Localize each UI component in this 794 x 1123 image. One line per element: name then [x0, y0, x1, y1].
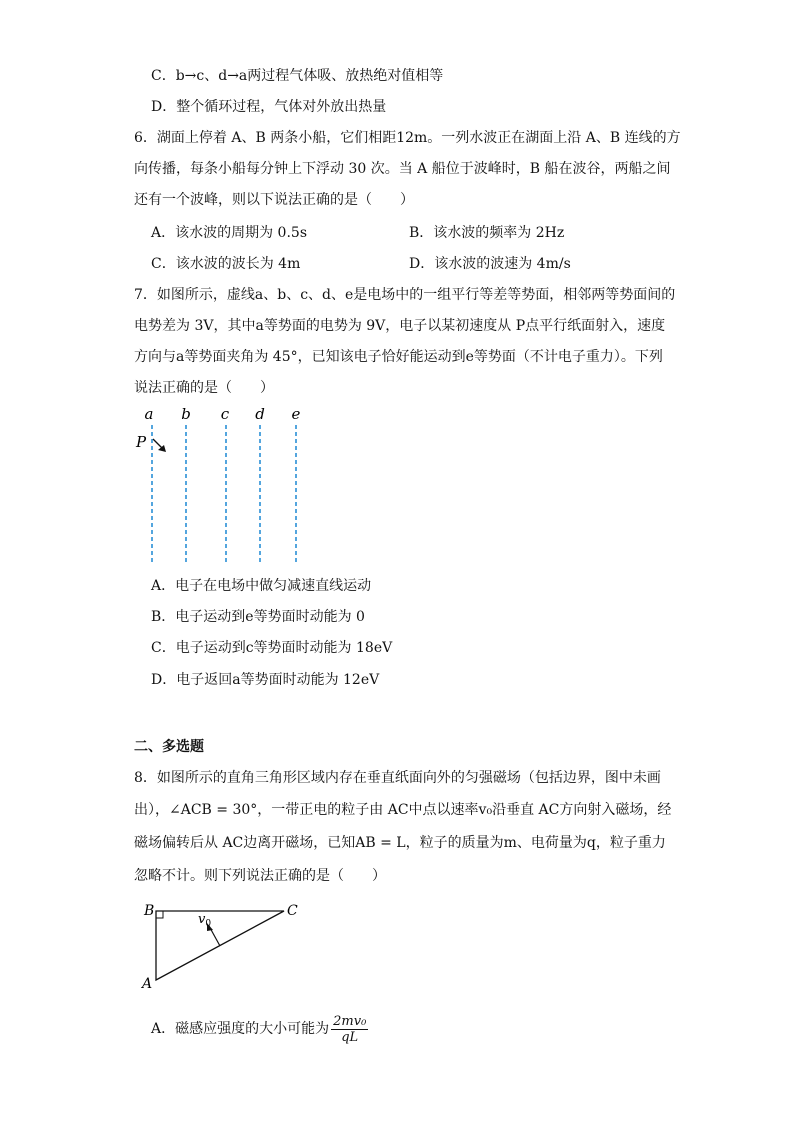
q7-option-c: C．电子运动到c等势面时动能为 18eV	[151, 640, 393, 656]
q7-velocity-arrow	[153, 439, 166, 452]
q7-option-b: B．电子运动到e等势面时动能为 0	[151, 609, 365, 625]
q8-right-angle-mark	[156, 911, 163, 918]
q6-stem-line1: 6．湖面上停着 A、B 两条小船，它们相距12m。一列水波正在湖面上沿 A、B 连线的方	[134, 130, 681, 146]
q8-stem-line1: 8．如图所示的直角三角形区域内存在垂直纸面向外的匀强磁场（包括边界，图中未画	[134, 770, 661, 786]
q6-option-b: B．该水波的频率为 2Hz	[409, 225, 565, 241]
q7-option-d: D．电子返回a等势面时动能为 12eV	[151, 672, 380, 688]
q7-equipotential-figure	[130, 400, 320, 570]
q8-option-a-text: A．磁感应强度的大小可能为	[151, 1021, 330, 1037]
q8-option-a	[151, 1012, 368, 1046]
q5-option-c: C．b→c、d→a两过程气体吸、放热绝对值相等	[151, 68, 444, 84]
q8-option-a-denominator: qL	[341, 1029, 359, 1045]
q8-vertex-c: C	[287, 903, 298, 919]
q7-label-b: b	[181, 405, 191, 423]
q7-stem-line1: 7．如图所示，虚线a、b、c、d、e是电场中的一组平行等差等势面，相邻两等势面间的	[134, 287, 676, 303]
q6-stem-line2: 向传播，每条小船每分钟上下浮动 30 次。当 A 船位于波峰时，B 船在波谷，两船之间	[134, 161, 671, 177]
q8-stem-line2: 出），∠ACB = 30°，一带正电的粒子由 AC中点以速率v₀沿垂直 AC方向射入磁场，经	[134, 802, 672, 818]
q8-option-a-numerator: 2mv₀	[333, 1013, 367, 1029]
q7-stem-line3: 方向与a等势面夹角为 45°，已知该电子恰好能运动到e等势面（不计电子重力）。下列	[134, 349, 663, 365]
q7-label-e: e	[291, 405, 301, 423]
q8-triangle-figure	[136, 898, 316, 994]
q8-vertex-b: B	[144, 903, 155, 919]
q8-vertex-a: A	[142, 976, 153, 992]
q8-stem-line3: 磁场偏转后从 AC边离开磁场，已知AB = L，粒子的质量为m、电荷量为q，粒子重力	[134, 835, 666, 851]
q5-option-d: D．整个循环过程，气体对外放出热量	[151, 99, 387, 115]
q6-option-a: A．该水波的周期为 0.5s	[151, 225, 308, 241]
q7-stem-line2: 电势差为 3V，其中a等势面的电势为 9V，电子以某初速度从 P点平行纸面射入，速度	[134, 318, 666, 334]
q7-label-a: a	[144, 405, 154, 423]
q7-label-c: c	[220, 405, 230, 423]
q7-label-d: d	[255, 405, 265, 423]
q8-option-a-fraction	[331, 1014, 368, 1045]
q6-option-c: C．该水波的波长为 4m	[151, 256, 301, 272]
q8-stem-line4: 忽略不计。则下列说法正确的是（ ）	[134, 868, 386, 884]
section-multiple-choice-heading: 二、多选题	[134, 739, 204, 755]
q8-velocity-label: $v_0$	[198, 912, 212, 929]
q7-option-a: A．电子在电场中做匀减速直线运动	[151, 578, 372, 594]
q6-stem-line3: 还有一个波峰，则以下说法正确的是（ ）	[134, 192, 414, 208]
q7-point-p: P	[136, 433, 147, 451]
q6-option-d: D．该水波的波速为 4m/s	[409, 256, 571, 272]
q7-stem-line4: 说法正确的是（ ）	[134, 380, 274, 396]
